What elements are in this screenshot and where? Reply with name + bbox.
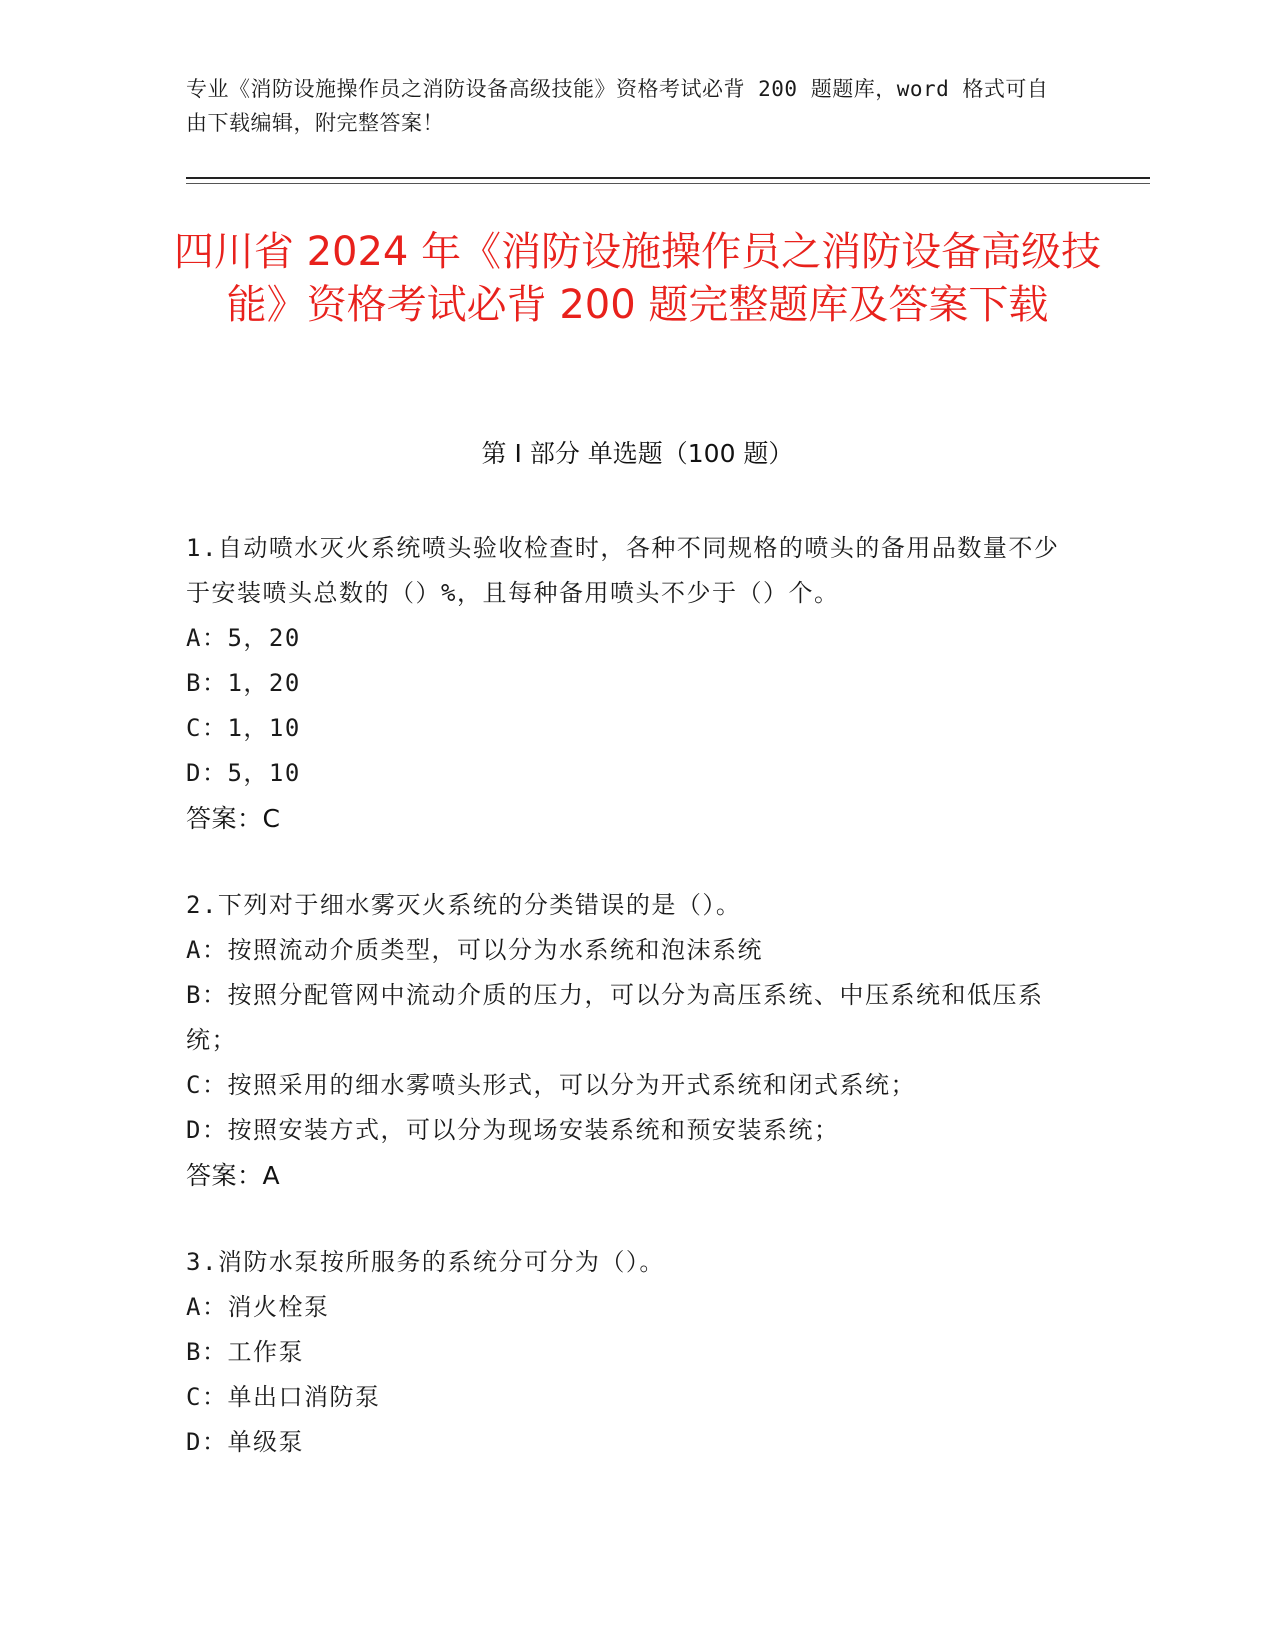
answer-line: 答案：A — [186, 1161, 281, 1190]
option-c: C：按照采用的细水雾喷头形式，可以分为开式系统和闭式系统； — [186, 1071, 916, 1099]
document-title: 四川省 2024 年《消防设施操作员之消防设备高级技能》资格考试必背 200 题完整题库及答案下载 — [173, 229, 1102, 328]
question-list — [186, 526, 1066, 1507]
option-b: B：工作泵 — [186, 1338, 304, 1366]
question-stem: 3.消防水泵按所服务的系统分可分为（）。 — [186, 1248, 665, 1276]
option-a: A：消火栓泵 — [186, 1293, 330, 1321]
option-a: A：按照流动介质类型，可以分为水系统和泡沫系统 — [186, 936, 763, 964]
question-item — [186, 883, 1066, 1198]
question-stem: 1.自动喷水灭火系统喷头验收检查时，各种不同规格的喷头的备用品数量不少于安装喷头总数的（）%，且每种备用喷头不少于（）个。 — [186, 534, 1060, 607]
question-item — [186, 526, 1066, 841]
option-d: D：单级泵 — [186, 1428, 304, 1456]
option-b: B：按照分配管网中流动介质的压力，可以分为高压系统、中压系统和低压系统； — [186, 981, 1044, 1054]
question-stem: 2.下列对于细水雾灭火系统的分类错误的是（）。 — [186, 891, 742, 919]
answer-line: 答案：C — [186, 804, 281, 833]
question-item — [186, 1240, 1066, 1465]
option-c: C：1，10 — [186, 714, 301, 742]
section-heading: 第 I 部分 单选题（100 题） — [481, 439, 794, 468]
option-c: C：单出口消防泵 — [186, 1383, 381, 1411]
header-divider-thin — [186, 183, 1150, 184]
header-note: 专业《消防设施操作员之消防设备高级技能》资格考试必背 200 题题库，word 格式可自由下载编辑，附完整答案！ — [186, 77, 1049, 135]
option-d: D：5，10 — [186, 759, 301, 787]
option-d: D：按照安装方式，可以分为现场安装系统和预安装系统； — [186, 1116, 840, 1144]
option-b: B：1，20 — [186, 669, 301, 697]
header-divider — [186, 177, 1150, 179]
option-a: A：5，20 — [186, 624, 301, 652]
